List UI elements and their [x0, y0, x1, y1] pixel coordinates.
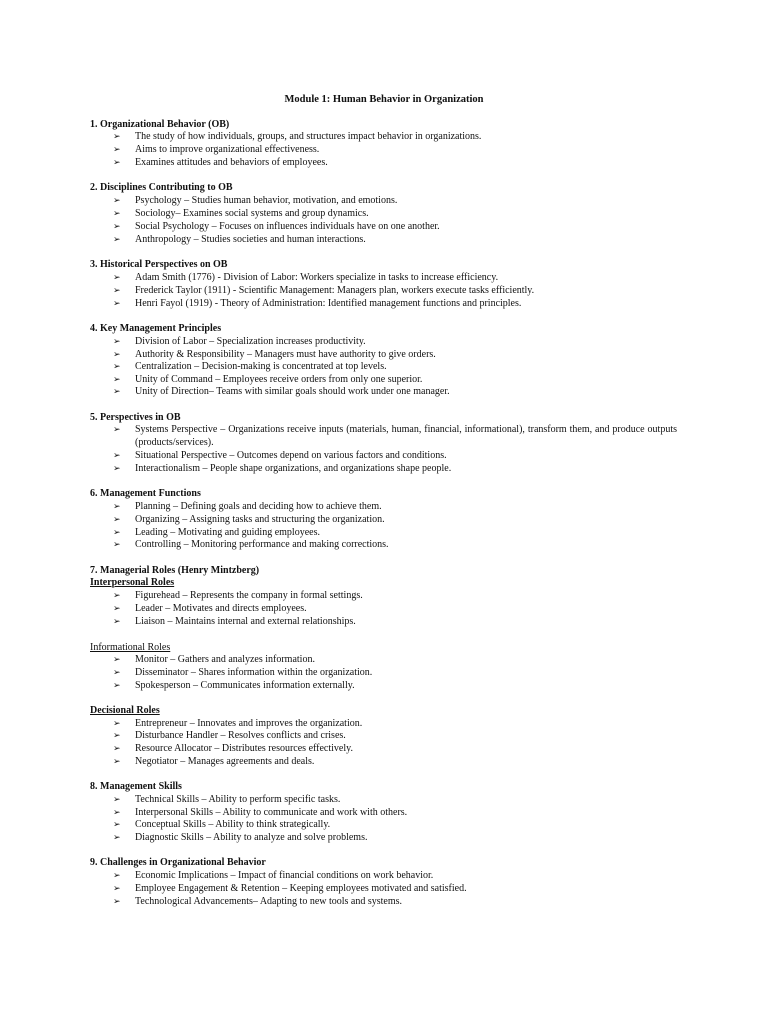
list-item-text: Centralization – Decision-making is concentrated at top levels.	[135, 361, 387, 372]
list-item	[113, 755, 677, 768]
arrow-bullet-icon: ➢	[113, 234, 121, 244]
list-item	[113, 882, 677, 895]
arrow-bullet-icon: ➢	[113, 272, 121, 282]
list-item	[113, 729, 677, 742]
arrow-bullet-icon: ➢	[113, 743, 121, 753]
list-item	[113, 589, 677, 602]
section-heading: 6. Management Functions	[90, 488, 201, 499]
list-item-text: Technical Skills – Ability to perform specific tasks.	[135, 794, 341, 805]
subsection-heading: Interpersonal Roles	[90, 577, 175, 588]
list-item-text: Social Psychology – Focuses on influences individuals have on one another.	[135, 221, 440, 232]
section-heading: 2. Disciplines Contributing to OB	[90, 182, 233, 193]
list-item	[113, 742, 677, 755]
arrow-bullet-icon: ➢	[113, 195, 121, 205]
list-item	[113, 449, 677, 462]
list-item-text: Diagnostic Skills – Ability to analyze and solve problems.	[135, 832, 368, 843]
list-item	[113, 818, 677, 831]
list-item	[113, 602, 677, 615]
arrow-bullet-icon: ➢	[113, 336, 121, 346]
list-item-text: Adam Smith (1776) - Division of Labor: Workers specialize in tasks to increase efficiency.	[135, 272, 499, 283]
section-heading: 1. Organizational Behavior (OB)	[90, 119, 230, 130]
arrow-bullet-icon: ➢	[113, 386, 121, 396]
section-heading: 7. Managerial Roles (Henry Mintzberg)	[90, 565, 260, 576]
list-item	[113, 297, 677, 310]
document-title: Module 1: Human Behavior in Organization	[284, 94, 484, 105]
list-item-text: Conceptual Skills – Ability to think strategically.	[135, 819, 331, 830]
list-item	[113, 194, 677, 207]
list-item-text: The study of how individuals, groups, and structures impact behavior in organizations.	[135, 131, 482, 142]
list-item-text: Situational Perspective – Outcomes depend on various factors and conditions.	[135, 450, 447, 461]
arrow-bullet-icon: ➢	[113, 603, 121, 613]
subsection-heading: Decisional Roles	[90, 705, 160, 716]
arrow-bullet-icon: ➢	[113, 680, 121, 690]
list-item-text: Examines attitudes and behaviors of employees.	[135, 157, 328, 168]
section-heading: 8. Management Skills	[90, 781, 182, 792]
list-item-text: Interpersonal Skills – Ability to communicate and work with others.	[135, 807, 408, 818]
list-item-text: Authority & Responsibility – Managers must have authority to give orders.	[135, 349, 436, 360]
list-item	[113, 156, 677, 169]
list-item-text: Liaison – Maintains internal and external relationships.	[135, 616, 356, 627]
arrow-bullet-icon: ➢	[113, 832, 121, 842]
list-item	[113, 207, 677, 220]
list-item-text: Disseminator – Shares information within the organization.	[135, 667, 373, 678]
list-item-text: Technological Advancements– Adapting to new tools and systems.	[135, 896, 403, 907]
list-item	[113, 615, 677, 628]
list-item-text: Frederick Taylor (1911) - Scientific Management: Managers plan, workers execute tasks efficiently.	[135, 285, 535, 296]
arrow-bullet-icon: ➢	[113, 756, 121, 766]
list-item-text: Anthropology – Studies societies and human interactions.	[135, 234, 366, 245]
section-heading: 3. Historical Perspectives on OB	[90, 259, 228, 270]
list-item-text: Systems Perspective – Organizations receive inputs (materials, human, financial, informational), transform them, and produce outputs (products/services).	[135, 424, 677, 448]
list-item	[113, 233, 677, 246]
section-heading: 4. Key Management Principles	[90, 323, 222, 334]
list-item	[113, 679, 677, 692]
list-item-text: Monitor – Gathers and analyzes information.	[135, 654, 315, 665]
section-heading: 9. Challenges in Organizational Behavior	[90, 857, 266, 868]
list-item-text: Entrepreneur – Innovates and improves the organization.	[135, 718, 363, 729]
list-item	[113, 895, 677, 908]
list-item	[113, 271, 677, 284]
arrow-bullet-icon: ➢	[113, 144, 121, 154]
arrow-bullet-icon: ➢	[113, 896, 121, 906]
list-item	[113, 869, 677, 882]
arrow-bullet-icon: ➢	[113, 157, 121, 167]
arrow-bullet-icon: ➢	[113, 285, 121, 295]
list-item	[113, 653, 677, 666]
arrow-bullet-icon: ➢	[113, 131, 121, 141]
arrow-bullet-icon: ➢	[113, 539, 121, 549]
list-item	[113, 500, 677, 513]
arrow-bullet-icon: ➢	[113, 221, 121, 231]
list-item-text: Organizing – Assigning tasks and structuring the organization.	[135, 514, 385, 525]
list-item	[113, 335, 677, 348]
list-item	[113, 143, 677, 156]
list-item-text: Sociology– Examines social systems and group dynamics.	[135, 208, 369, 219]
arrow-bullet-icon: ➢	[113, 807, 121, 817]
arrow-bullet-icon: ➢	[113, 361, 121, 371]
list-item-text: Aims to improve organizational effectiveness.	[135, 144, 320, 155]
arrow-bullet-icon: ➢	[113, 730, 121, 740]
list-item-text: Disturbance Handler – Resolves conflicts and crises.	[135, 730, 346, 741]
subsection-heading: Informational Roles	[90, 642, 171, 653]
list-item-text: Figurehead – Represents the company in formal settings.	[135, 590, 363, 601]
list-item	[113, 793, 677, 806]
arrow-bullet-icon: ➢	[113, 527, 121, 537]
list-item	[113, 423, 677, 449]
list-item-text: Leading – Motivating and guiding employees.	[135, 527, 320, 538]
list-item-text: Economic Implications – Impact of financial conditions on work behavior.	[135, 870, 434, 881]
list-item-text: Spokesperson – Communicates information externally.	[135, 680, 355, 691]
arrow-bullet-icon: ➢	[113, 718, 121, 728]
list-item	[113, 385, 677, 398]
list-item-text: Interactionalism – People shape organizations, and organizations shape people.	[135, 463, 452, 474]
arrow-bullet-icon: ➢	[113, 424, 121, 434]
list-item	[113, 538, 677, 551]
list-item-text: Employee Engagement & Retention – Keeping employees motivated and satisfied.	[135, 883, 467, 894]
arrow-bullet-icon: ➢	[113, 349, 121, 359]
list-item	[113, 130, 677, 143]
arrow-bullet-icon: ➢	[113, 298, 121, 308]
arrow-bullet-icon: ➢	[113, 501, 121, 511]
list-item-text: Controlling – Monitoring performance and making corrections.	[135, 539, 389, 550]
list-item-text: Negotiator – Manages agreements and deals.	[135, 756, 315, 767]
list-item-text: Henri Fayol (1919) - Theory of Administration: Identified management functions and principles.	[135, 298, 522, 309]
arrow-bullet-icon: ➢	[113, 870, 121, 880]
list-item	[113, 462, 677, 475]
arrow-bullet-icon: ➢	[113, 883, 121, 893]
list-item	[113, 284, 677, 297]
list-item-text: Unity of Command – Employees receive orders from only one superior.	[135, 374, 423, 385]
list-item-text: Division of Labor – Specialization increases productivity.	[135, 336, 366, 347]
list-item	[113, 831, 677, 844]
list-item-text: Planning – Defining goals and deciding how to achieve them.	[135, 501, 382, 512]
list-item-text: Unity of Direction– Teams with similar goals should work under one manager.	[135, 386, 450, 397]
arrow-bullet-icon: ➢	[113, 208, 121, 218]
arrow-bullet-icon: ➢	[113, 463, 121, 473]
arrow-bullet-icon: ➢	[113, 616, 121, 626]
section-heading: 5. Perspectives in OB	[90, 412, 181, 423]
arrow-bullet-icon: ➢	[113, 819, 121, 829]
list-item	[113, 360, 677, 373]
list-item-text: Psychology – Studies human behavior, motivation, and emotions.	[135, 195, 398, 206]
list-item	[113, 220, 677, 233]
arrow-bullet-icon: ➢	[113, 514, 121, 524]
arrow-bullet-icon: ➢	[113, 794, 121, 804]
arrow-bullet-icon: ➢	[113, 667, 121, 677]
list-item-text: Leader – Motivates and directs employees.	[135, 603, 307, 614]
list-item-text: Resource Allocator – Distributes resources effectively.	[135, 743, 353, 754]
list-item	[113, 666, 677, 679]
list-item	[113, 513, 677, 526]
arrow-bullet-icon: ➢	[113, 374, 121, 384]
arrow-bullet-icon: ➢	[113, 450, 121, 460]
arrow-bullet-icon: ➢	[113, 590, 121, 600]
arrow-bullet-icon: ➢	[113, 654, 121, 664]
